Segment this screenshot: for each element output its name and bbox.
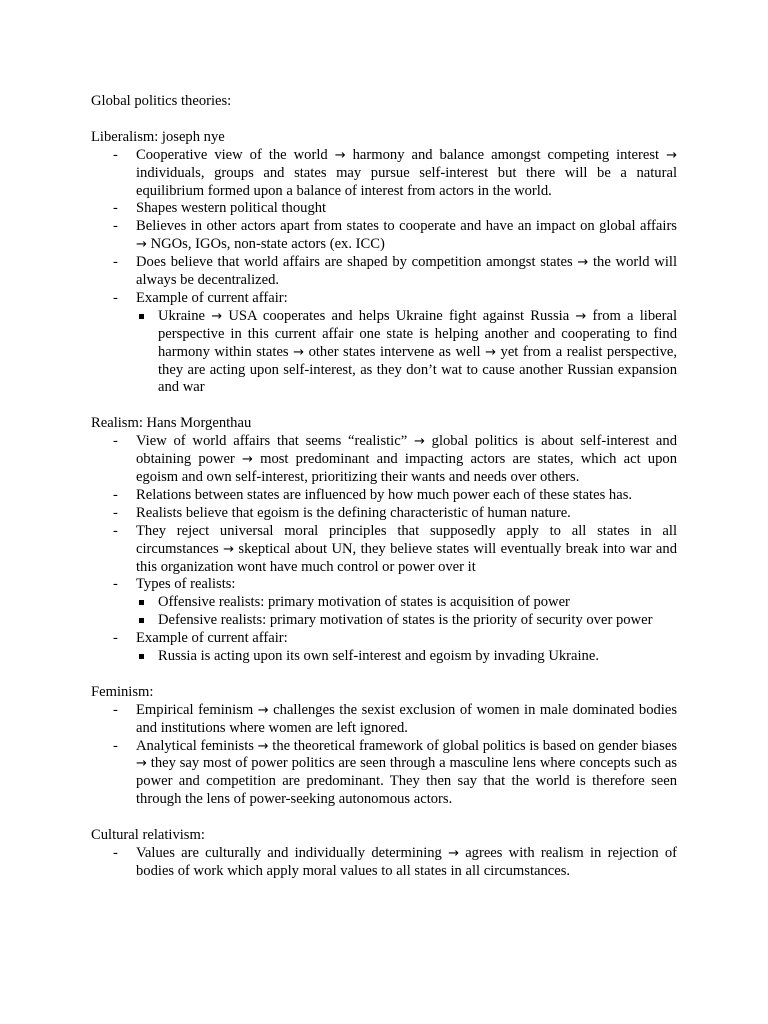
- text-segment: Shapes western political thought: [136, 200, 327, 217]
- sub-list-item-text: [158, 648, 599, 664]
- document-body: [91, 93, 677, 881]
- text-segment: the theoretical framework of global politics is based on gender biases: [272, 737, 677, 754]
- text-segment: Defensive realists: primary motivation of states is the priority of security over power: [158, 612, 653, 629]
- text-segment: challenges the sexist exclusion of women in male dominated bodies and institutions where women are left ignored.: [136, 701, 677, 736]
- square-bullet-icon: [139, 600, 144, 605]
- text-segment: View of world affairs that seems “realistic”: [136, 433, 408, 450]
- dash-bullet-icon: -: [113, 576, 118, 593]
- text-segment: Types of realists:: [136, 576, 236, 593]
- list-item-text: [136, 290, 288, 306]
- dash-bullet-icon: -: [113, 701, 118, 718]
- list-item-text: [136, 254, 677, 288]
- list-item-text: [136, 630, 288, 646]
- section-heading: Cultural relativism:: [91, 827, 205, 844]
- dash-bullet-icon: -: [113, 200, 118, 217]
- bullet-list: [91, 147, 677, 398]
- list-item-text: [136, 487, 632, 503]
- square-bullet-icon: [139, 618, 144, 623]
- list-item-text: [136, 738, 677, 808]
- text-segment: NGOs, IGOs, non-state actors (ex. ICC): [150, 236, 385, 253]
- arrow-right-icon: →: [666, 147, 677, 163]
- list-item: [91, 254, 677, 290]
- text-segment: global politics is about self-interest and obtaining power: [136, 433, 677, 468]
- sub-list-item: [136, 594, 677, 612]
- arrow-right-icon: →: [577, 255, 589, 271]
- arrow-right-icon: →: [257, 702, 269, 718]
- sub-list-item-text: [158, 612, 652, 628]
- text-segment: most predominant and impacting actors are states, which act upon egoism and own self-interest, prioritizing their wants and needs over others.: [136, 451, 677, 485]
- list-item: [91, 845, 677, 881]
- sub-list-item: [136, 612, 677, 630]
- section-heading: Realism: Hans Morgenthau: [91, 415, 252, 432]
- list-item: [91, 523, 677, 577]
- text-segment: other states intervene as well: [308, 343, 481, 360]
- text-segment: Analytical feminists: [136, 737, 254, 754]
- dash-bullet-icon: -: [113, 737, 118, 754]
- arrow-right-icon: →: [448, 846, 459, 861]
- section-heading: Feminism:: [91, 683, 154, 700]
- text-segment: Believes in other actors apart from states to cooperate and have an impact on global affairs: [136, 218, 677, 235]
- sub-list-item-text: [158, 308, 677, 396]
- text-segment: Empirical feminism: [136, 701, 254, 718]
- list-item-text: [136, 702, 677, 736]
- dash-bullet-icon: -: [113, 218, 118, 235]
- arrow-right-icon: →: [293, 344, 305, 360]
- text-segment: They reject universal moral principles that supposedly apply to all states in all circumstances: [136, 522, 677, 557]
- list-item: [91, 630, 677, 666]
- sub-bullet-list: [136, 594, 677, 630]
- arrow-right-icon: →: [334, 147, 346, 163]
- text-segment: Values are culturally and individually determining: [136, 845, 442, 861]
- dash-bullet-icon: -: [113, 504, 118, 521]
- dash-bullet-icon: -: [113, 254, 118, 271]
- text-segment: Cooperative view of the world: [136, 146, 328, 163]
- list-item-text: [136, 433, 677, 485]
- text-segment: Example of current affair:: [136, 630, 288, 647]
- list-item-text: [136, 845, 677, 879]
- blank-line: [91, 666, 677, 684]
- sub-list-item: [136, 648, 677, 666]
- text-segment: harmony and balance amongst competing interest: [352, 146, 660, 163]
- text-segment: yet from a realist perspective, they are acting upon self-interest, as they don’t wat to cause another Russian expansion and war: [158, 343, 677, 396]
- text-segment: agrees with realism in rejection of bodies of work which apply moral values to all states in all circumstances.: [136, 845, 677, 879]
- list-item: [91, 738, 677, 810]
- text-segment: the world will always be decentralized.: [136, 254, 677, 289]
- list-item-text: [136, 147, 677, 199]
- list-item: [91, 200, 677, 218]
- list-item: [91, 218, 677, 254]
- dash-bullet-icon: -: [113, 630, 118, 647]
- arrow-right-icon: →: [223, 541, 234, 557]
- bullet-list: [91, 702, 677, 809]
- sub-list-item-text: [158, 594, 570, 610]
- bullet-list: [91, 845, 677, 881]
- dash-bullet-icon: -: [113, 146, 118, 163]
- text-segment: Example of current affair:: [136, 289, 288, 306]
- text-segment: individuals, groups and states may pursue self-interest but there will be a natural equilibrium formed upon a balance of interest from actors in the world.: [136, 164, 677, 199]
- dash-bullet-icon: -: [113, 522, 118, 539]
- blank-line: [91, 809, 677, 827]
- text-segment: USA cooperates and helps Ukraine fight against Russia: [228, 307, 570, 324]
- list-item-text: [136, 576, 236, 592]
- sub-bullet-list: [136, 648, 677, 666]
- text-segment: from a liberal perspective in this current affair one state is helping another and cooperating to find harmony within states: [158, 307, 677, 360]
- dash-bullet-icon: -: [113, 845, 118, 861]
- text-segment: skeptical about UN, they believe states will eventually break into war and this organization wont have much control or power over it: [136, 540, 677, 575]
- arrow-right-icon: →: [211, 308, 223, 324]
- dash-bullet-icon: -: [113, 289, 118, 306]
- list-item-text: [136, 218, 677, 252]
- square-bullet-icon: [139, 314, 144, 319]
- blank-line: [91, 111, 677, 129]
- list-item: [91, 433, 677, 487]
- arrow-right-icon: →: [257, 738, 269, 754]
- list-item-text: [136, 523, 677, 575]
- sub-bullet-list: [136, 308, 677, 398]
- arrow-right-icon: →: [136, 237, 147, 253]
- text-segment: Offensive realists: primary motivation of states is acquisition of power: [158, 594, 570, 611]
- text-segment: Realists believe that egoism is the defining characteristic of human nature.: [136, 504, 571, 521]
- dash-bullet-icon: -: [113, 433, 118, 450]
- arrow-right-icon: →: [136, 756, 147, 772]
- list-item: [91, 147, 677, 201]
- text-segment: they say most of power politics are seen through a masculine lens where concepts such as power and competition are predominant. They then say that the world is therefore seen through the lens of power-seeking autonomous actors.: [136, 755, 677, 808]
- blank-line: [91, 397, 677, 415]
- list-item: [91, 505, 677, 523]
- list-item: [91, 290, 677, 397]
- square-bullet-icon: [139, 654, 144, 659]
- bullet-list: [91, 433, 677, 666]
- list-item-text: [136, 200, 326, 216]
- list-item: [91, 702, 677, 738]
- list-item-text: [136, 505, 571, 521]
- arrow-right-icon: →: [242, 452, 253, 468]
- arrow-right-icon: →: [575, 308, 587, 324]
- section-heading: Liberalism: joseph nye: [91, 128, 225, 145]
- sections-container: [91, 129, 677, 881]
- arrow-right-icon: →: [485, 344, 497, 360]
- list-item: [91, 487, 677, 505]
- list-item: [91, 576, 677, 630]
- text-segment: Relations between states are influenced by how much power each of these states has.: [136, 486, 633, 503]
- arrow-right-icon: →: [413, 434, 425, 450]
- sub-list-item: [136, 308, 677, 398]
- document-title: Global politics theories:: [91, 93, 232, 109]
- dash-bullet-icon: -: [113, 486, 118, 503]
- text-segment: Ukraine: [158, 307, 206, 324]
- text-segment: Does believe that world affairs are shaped by competition amongst states: [136, 254, 573, 271]
- text-segment: Russia is acting upon its own self-interest and egoism by invading Ukraine.: [158, 648, 599, 665]
